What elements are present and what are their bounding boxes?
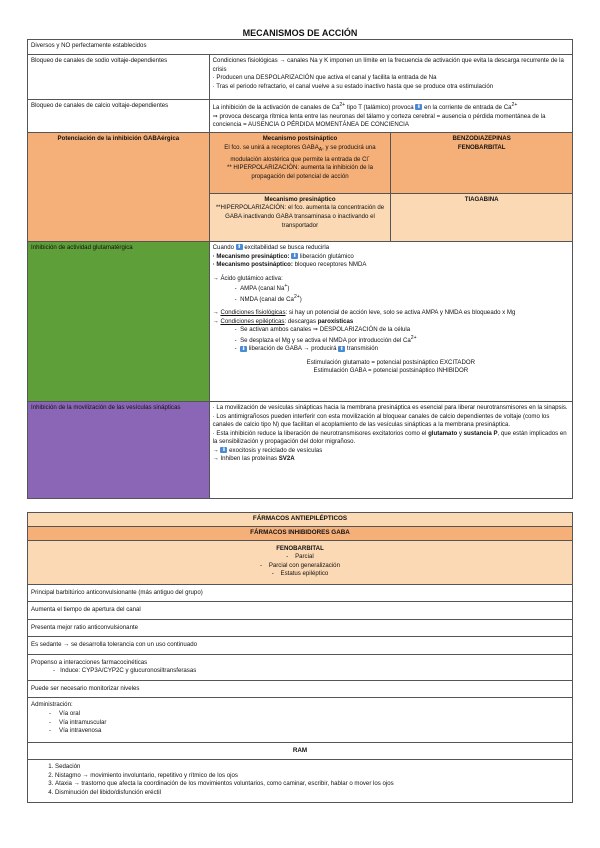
- superscript: 2+: [293, 293, 300, 300]
- superscript: -: [367, 153, 370, 160]
- text: excitabilidad se busca reducirla: [242, 244, 330, 251]
- list-item: - Vía intravenosa: [59, 727, 569, 736]
- calcio-label: Bloqueo de canales de calcio voltaje-dependientes: [28, 100, 210, 133]
- vesic-line: · La movilización de vesículas sinápticas hacia la membrana presináptica es esencial para liberar neurotransmisores en la sinapsis.: [212, 404, 568, 411]
- gaba-pre-line: **HIPERPOLARIZACIÓN: el fco. aumenta la concentración de GABA inactivando GABA transaminasa o inactivando el transportador: [215, 204, 385, 229]
- text: Cuando: [212, 244, 236, 251]
- glut-line: - Se desplaza el Mg y se activa el NMDA por introducción del $Ca^{2+}$: [234, 334, 417, 344]
- text: Induce: CYP3A/CYP2C y glucuronosiltransferasas: [60, 667, 197, 675]
- down-arrow-icon: ⬇: [221, 447, 227, 454]
- sodio-line: · Producen una DESPOLARIZACIÓN que activa el canal y facilita la entrada de Na: [212, 74, 437, 82]
- gaba-drugs-header: FÁRMACOS INHIBIDORES GABA: [28, 526, 573, 540]
- text: transmisión: [345, 345, 379, 353]
- use-item: - Parcial con generalización: [260, 561, 340, 569]
- list-item: - Vía intramuscular: [59, 719, 569, 728]
- ram-header: RAM: [28, 742, 573, 760]
- ram-list: [31, 763, 569, 797]
- gaba-pre-title: Mecanismo presináptico: [264, 195, 336, 203]
- fact-row: [28, 654, 573, 680]
- glut-line: [213, 309, 569, 318]
- text: paroxísticas: [317, 317, 354, 325]
- text: →: [212, 446, 221, 454]
- text: Propenso a interacciones farmacocinéticas: [31, 658, 148, 666]
- sodio-line: Condiciones fisiológicas → canales Na y K imponen un límite en la frecuencia de activación que evita la descarga recurrente de la crisis: [212, 57, 564, 73]
- text: : descargas: [284, 317, 318, 325]
- gaba-post-line: ** HIPERPOLARIZACIÓN: aumenta la inhibición de la propagación del potencial de acción: [226, 164, 373, 180]
- table-row: [28, 742, 573, 760]
- sodio-content: [209, 55, 572, 100]
- admin-list: [31, 710, 569, 736]
- list-item: 2. Nistagmo → movimiento involuntario, repetitivo y rítmico de los ojos: [55, 772, 569, 781]
- fact-row: Presenta mejor ratio anticonvulsionante: [28, 619, 573, 637]
- vesic-label: Inhibición de la movilización de las vesículas sinápticas: [28, 402, 210, 499]
- superscript: 2+: [511, 102, 518, 108]
- use-item: - Estatus epiléptico: [271, 570, 329, 578]
- text: ): [299, 295, 302, 303]
- vesic-line: [213, 430, 569, 447]
- vesic-line: [213, 455, 569, 464]
- down-arrow-icon: ⬇: [241, 345, 246, 352]
- drug-name: FENOBARBITAL: [276, 544, 324, 552]
- text: · Esta inhibición reduce la liberación de neurotransmisores excitatorios como el: [212, 429, 429, 437]
- text: en la corriente de entrada de Ca: [422, 104, 512, 112]
- admin-row: [28, 698, 573, 742]
- text: Estatus epiléptico: [280, 570, 329, 578]
- fact-row: Principal barbitúrico anticonvulsionante (más antiguo del grupo): [28, 584, 573, 602]
- table-row: [28, 760, 573, 802]
- text: sustancia P: [463, 429, 498, 437]
- text: liberación glutámico: [298, 252, 354, 260]
- glut-line: [213, 253, 569, 262]
- calcio-line: [213, 102, 569, 113]
- drugs-table: [27, 512, 573, 803]
- gaba-post-cell: [209, 133, 391, 194]
- table-row: [28, 637, 573, 655]
- table-row: [28, 680, 573, 698]
- text: Condiciones fisiológicas: [220, 309, 286, 317]
- page-title: MECANISMOS DE ACCIÓN: [242, 28, 358, 38]
- text: · Mecanismo postsináptico:: [212, 261, 295, 269]
- superscript: 2+: [410, 334, 417, 341]
- table-row: [28, 619, 573, 637]
- vesic-line: [213, 447, 569, 456]
- text: ): [287, 285, 290, 293]
- drug-name: FENOBARBITAL: [457, 143, 506, 151]
- table-row: [28, 513, 573, 527]
- table-row: [28, 602, 573, 620]
- text: , y se producirá una modulación alostérica que permite la entrada de Cl: [230, 143, 376, 163]
- sodio-line: · Tras el periodo refractario, el canal vuelve a su estado inactivo hasta que se produce otra estimulación: [212, 82, 494, 90]
- list-item: 3. Ataxia → trastorno que afecta la coordinación de los movimientos voluntarios, como caminar, escribir, hablar o mover los ojos: [55, 780, 569, 789]
- table-row: [28, 402, 573, 499]
- row-diversos: Diversos y NO perfectamente establecidos: [28, 40, 573, 55]
- table-row: [28, 584, 573, 602]
- calcio-line: ⇒ provoca descarga rítmica lenta entre las neuronas del tálamo y corteza cerebral = ausencia o pérdida momentánea de la conciencia = AUSENCIA O PÉRDIDA MOMENTÁNEA DE CONCIENCIA: [212, 112, 546, 129]
- table-row: [28, 133, 573, 194]
- glut-line: - AMPA (canal Na+): [234, 283, 290, 293]
- down-arrow-icon: ⬇: [416, 104, 421, 111]
- text: Parcial: [295, 553, 314, 561]
- glut-line: [213, 318, 569, 327]
- glut-line: [213, 244, 569, 253]
- gaba-pre-cell: [209, 193, 391, 241]
- text: SV2A: [278, 455, 295, 463]
- text: exocitosis y reciclado de vesículas: [227, 446, 323, 454]
- glut-line: - NMDA (canal de $Ca^{2+}$): [234, 293, 302, 303]
- fact-row: Puede ser necesario monitorizar niveles: [28, 680, 573, 698]
- text: AMPA (canal Na: [240, 285, 285, 293]
- text: →: [212, 309, 221, 317]
- sodio-label: Bloqueo de canales de sodio voltaje-dependientes: [28, 55, 210, 100]
- superscript: 2+: [339, 102, 346, 108]
- list-item: - Vía oral: [59, 710, 569, 719]
- glut-line: [213, 261, 569, 270]
- glut-content: [209, 242, 572, 402]
- gaba-pre-drug: TIAGABINA: [391, 193, 573, 241]
- text: El fco. se unirá a receptores GABA: [224, 143, 319, 151]
- table-row: [28, 698, 573, 742]
- glut-line: - Se activan ambos canales ⇒ DESPOLARIZACIÓN de la célula: [234, 326, 411, 334]
- fenobarbital-cell: [28, 540, 573, 584]
- gaba-post-line: [213, 144, 388, 165]
- subscript: A: [318, 146, 323, 153]
- text: → Inhiben las proteínas: [212, 455, 279, 463]
- table-row: [28, 540, 573, 584]
- table-row: [28, 55, 573, 100]
- text: La inhibición de la activación de canales de Ca: [212, 104, 340, 112]
- text: Administración:: [31, 701, 73, 709]
- glut-line: Estimulación glutamato = potencial postsináptico EXCITADOR: [306, 358, 476, 366]
- ram-cell: [28, 760, 573, 802]
- drug-name: BENZODIAZEPINAS: [452, 135, 511, 142]
- gaba-label: Potenciación de la inhibición GABAérgica: [28, 133, 210, 242]
- glut-label: Inhibición de actividad glutamatérgica: [28, 242, 210, 402]
- list-item: 1. Sedación: [55, 763, 569, 772]
- vesic-content: [209, 402, 572, 499]
- use-item: - Parcial: [286, 553, 314, 561]
- glut-line: - ⬇ liberación de GABA → producirá ⬆ transmisión: [234, 345, 379, 353]
- text: →: [212, 317, 221, 325]
- fact-row: Es sedante → se desarrolla tolerancia con un uso continuado: [28, 637, 573, 655]
- up-arrow-icon: ⬆: [339, 345, 344, 352]
- glut-line: → Ácido glutámico activa:: [212, 274, 283, 282]
- gaba-post-title: Mecanismo postsináptico: [262, 135, 338, 142]
- text: y: [457, 429, 464, 437]
- table-row: [28, 242, 573, 402]
- text: : si hay un potencial de acción leve, solo se activa AMPA y NMDA es bloqueado x Mg: [285, 309, 516, 317]
- text: Condiciones epilépticas: [220, 317, 285, 325]
- text: NMDA (canal de Ca: [240, 295, 294, 303]
- table-row: [28, 654, 573, 680]
- list-item: 4. Disminución del libido/disfunción eréctil: [55, 789, 569, 798]
- text: - Induce: CYP3A/CYP2C y glucuronosiltransferasas: [53, 667, 197, 675]
- text: Se desplaza el Mg y se activa el NMDA por introducción del Ca: [240, 336, 411, 344]
- text: · Mecanismo presináptico:: [212, 252, 292, 260]
- table-row: [28, 100, 573, 133]
- fact-row: Aumenta el tiempo de apertura del canal: [28, 602, 573, 620]
- calcio-content: [209, 100, 572, 133]
- mechanisms-table: [27, 39, 573, 499]
- text: glutamato: [428, 429, 458, 437]
- text: , que están implicados en la sensibilización y propagación del dolor migrañoso.: [212, 429, 567, 446]
- text: Se activan ambos canales ⇒ DESPOLARIZACIÓN de la célula: [240, 326, 411, 334]
- gaba-post-drugs: [391, 133, 573, 194]
- glut-line: Estimulación GABA = potencial postsináptico INHIBIDOR: [313, 367, 469, 375]
- text: liberación de GABA → producirá: [247, 345, 339, 353]
- text: tipo T (talámico) provoca: [345, 104, 416, 112]
- drugs-header: FÁRMACOS ANTIEPILÉPTICOS: [28, 513, 573, 527]
- table-row: [28, 526, 573, 540]
- superscript: +: [284, 283, 288, 290]
- text: Parcial con generalización: [268, 561, 340, 569]
- table-row: [28, 40, 573, 55]
- vesic-line: · Los antimigrañosos pueden interferir con esta movilización al bloquear canales de calcio dependientes de voltaje (como los canales de calcio tipo N) que facilitan el acoplamiento de las vesículas sinápticas a la membrana presináptica.: [212, 412, 550, 429]
- down-arrow-icon: ⬇: [292, 252, 297, 259]
- text: bloqueo receptores NMDA: [294, 261, 367, 269]
- up-arrow-icon: ⬆: [237, 244, 242, 251]
